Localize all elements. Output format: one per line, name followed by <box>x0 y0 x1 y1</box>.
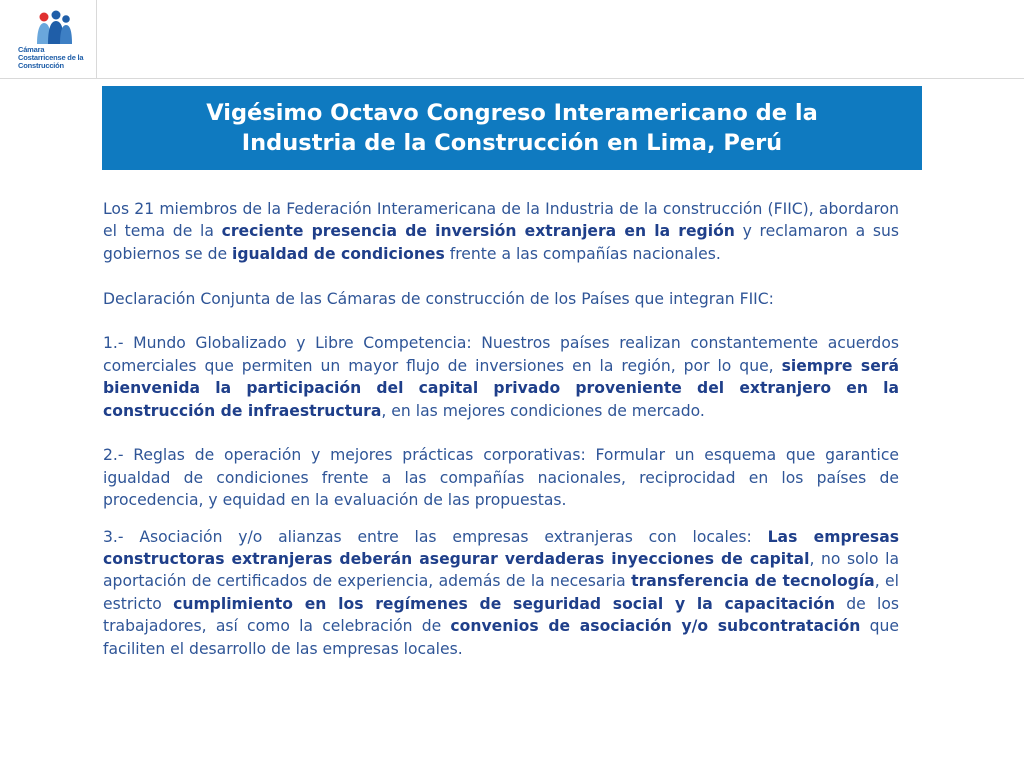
logo-line-3: Construcción <box>18 61 64 70</box>
logo-text <box>18 46 96 70</box>
point-2-paragraph <box>103 444 899 511</box>
intro-text-3: frente a las compañías nacionales. <box>444 244 721 263</box>
header-divider-horizontal <box>0 78 1024 79</box>
intro-bold-1: creciente presencia de inversión extranjera en la región <box>221 222 735 241</box>
point-1-text-1: 1.- Mundo Globalizado y Libre Competencia: Nuestros países realizan constantemente acuerdos comerciales que permiten un mayor flujo de inversiones en la región, por lo que, <box>103 334 899 375</box>
people-group-icon <box>34 10 74 46</box>
point-3-bold-4: convenios de asociación y/o subcontratación <box>450 617 861 636</box>
point-1-paragraph <box>103 332 899 422</box>
point-2-text-1: 2.- Reglas de operación y mejores prácticas corporativas: Formular un esquema que garantice igualdad de condiciones frente a las compañías nacionales, reciprocidad en los países de procedencia, y equidad en la evaluación de las propuestas. <box>103 446 899 510</box>
declaration-paragraph: Declaración Conjunta de las Cámaras de construcción de los Países que integran FIIC: <box>103 289 774 308</box>
intro-text-1: Los 21 miembros de la Federación Interamericana de la Industria de la construcción (FIIC), abordaron el tema de la <box>103 200 899 241</box>
slide-body <box>103 198 899 660</box>
intro-bold-2: igualdad de condiciones <box>232 244 445 263</box>
header-divider-vertical <box>96 0 97 78</box>
point-3-text-2: , no solo la aportación de certificados de experiencia, además de la necesaria <box>103 550 899 591</box>
logo-line-2: Costarricense de la <box>18 53 84 62</box>
point-3-text-3: , el estricto <box>103 572 899 613</box>
point-1-text-2: , en las mejores condiciones de mercado. <box>381 401 705 420</box>
title-line-2: Industria de la Construcción en Lima, Perú <box>241 130 783 156</box>
point-3-text-4: de los trabajadores, así como la celebración de <box>103 594 900 636</box>
point-3-bold-3: cumplimiento en los regímenes de seguridad social y la capacitación <box>173 594 835 613</box>
logo-line-1: Cámara <box>18 45 45 54</box>
point-3-text-1: 3.- Asociación y/o alianzas entre las empresas extranjeras con locales: <box>103 527 768 546</box>
point-3-bold-1: Las empresas constructoras extranjeras deberán asegurar verdaderas inyecciones de capital <box>103 527 899 569</box>
intro-text-2: y reclamaron a sus gobiernos se de <box>103 222 899 263</box>
slide-title <box>102 86 922 170</box>
point-3-text-5: que faciliten el desarrollo de las empresas locales. <box>103 617 899 658</box>
intro-paragraph <box>103 198 899 265</box>
point-3-paragraph <box>103 526 899 660</box>
point-1-bold-1: siempre será bienvenida la participación del capital privado proveniente del extranjero en la construcción de infraestructura <box>103 356 899 420</box>
point-3-bold-2: transferencia de tecnología <box>631 572 875 591</box>
title-line-1: Vigésimo Octavo Congreso Interamericano de la <box>206 100 818 126</box>
cccc-logo <box>16 10 92 72</box>
